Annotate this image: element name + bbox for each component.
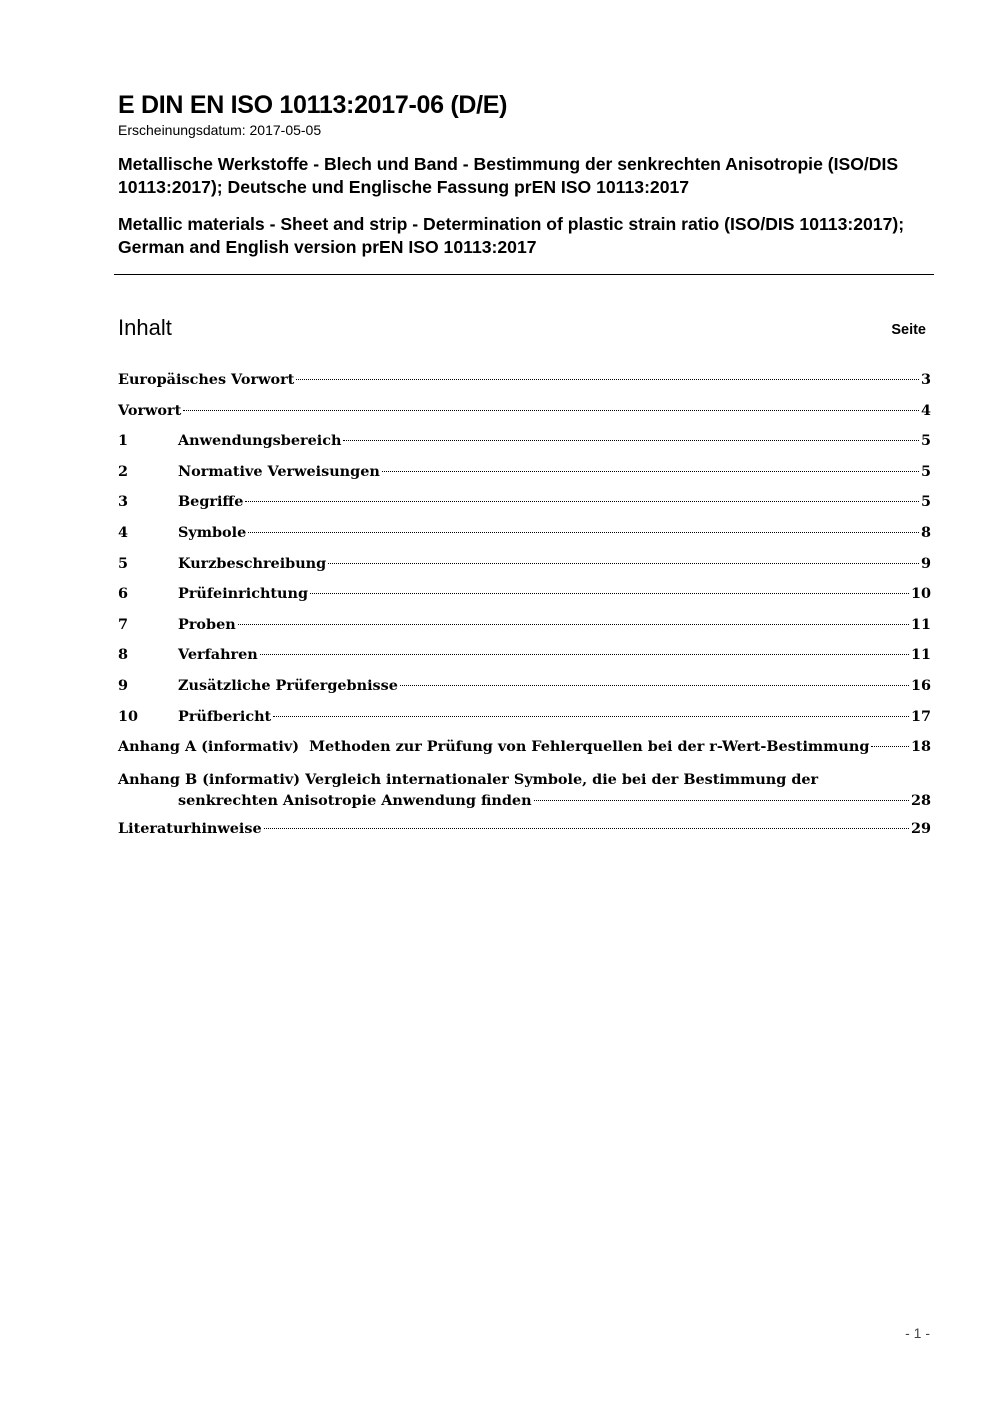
toc-entry[interactable] xyxy=(118,432,931,463)
publication-date: Erscheinungsdatum: 2017-05-05 xyxy=(118,122,322,138)
table-of-contents xyxy=(118,371,931,850)
toc-leader-dots xyxy=(534,800,909,801)
toc-entry[interactable] xyxy=(118,402,931,433)
toc-entry-page: 18 xyxy=(910,738,931,756)
toc-leader-dots xyxy=(183,410,919,411)
toc-entries xyxy=(118,371,931,769)
toc-leader-dots xyxy=(871,746,909,747)
toc-entry[interactable] xyxy=(118,708,931,739)
title-german: Metallische Werkstoffe - Blech und Band - Bestimmung der senkrechten Anisotropie (ISO/DIS 10113:2017); Deutsche und Englische Fassung prEN ISO 10113:2017 xyxy=(118,154,899,197)
toc-entry[interactable] xyxy=(118,646,931,677)
page-number: - 1 - xyxy=(905,1325,930,1341)
toc-leader-dots xyxy=(296,379,919,380)
toc-entry[interactable] xyxy=(118,463,931,494)
toc-entry-number: 3 xyxy=(118,493,129,511)
toc-entry-title-continued: senkrechten Anisotropie Anwendung finden xyxy=(178,791,532,809)
toc-entry-number: 6 xyxy=(118,585,129,603)
toc-entry[interactable] xyxy=(118,371,931,402)
toc-entry-page: 3 xyxy=(920,371,931,388)
toc-entry-number: 2 xyxy=(118,462,129,480)
toc-entry-page: 16 xyxy=(910,676,931,694)
toc-entry-page: 5 xyxy=(920,493,931,511)
toc-entry-title: Begriffe xyxy=(178,493,244,511)
toc-entry-title: Anwendungsbereich xyxy=(178,432,342,450)
toc-entry-title: Literaturhinweise xyxy=(118,819,262,837)
toc-entry-title: Anhang B (informativ) Vergleich internationaler Symbole, die bei der Bestimmung der xyxy=(118,770,819,788)
toc-entry-literature[interactable] xyxy=(118,820,931,851)
toc-entry-title: Symbole xyxy=(178,523,247,541)
toc-leader-dots xyxy=(343,440,919,441)
toc-entry-number: 10 xyxy=(118,707,139,725)
toc-entry-title: Kurzbeschreibung xyxy=(178,554,327,572)
toc-leader-dots xyxy=(238,624,909,625)
toc-leader-dots xyxy=(310,593,909,594)
toc-leader-dots xyxy=(264,828,909,829)
toc-leader-dots xyxy=(273,716,909,717)
toc-entry[interactable] xyxy=(118,738,931,769)
toc-entry-page: 10 xyxy=(910,585,931,603)
toc-entry[interactable] xyxy=(118,585,931,616)
toc-entry-title: Normative Verweisungen xyxy=(178,462,380,480)
toc-entry-title: Prüfeinrichtung xyxy=(178,585,309,603)
toc-entry-number: 8 xyxy=(118,646,129,664)
toc-leader-dots xyxy=(382,471,919,472)
toc-entry-page: 17 xyxy=(910,707,931,725)
toc-entry-number: 4 xyxy=(118,523,129,541)
toc-entry-title: Anhang A (informativ) Methoden zur Prüfung von Fehlerquellen bei der r-Wert-Bestimmung xyxy=(118,738,870,756)
toc-entry-page: 11 xyxy=(910,615,931,633)
toc-leader-dots xyxy=(245,501,919,502)
toc-page-column-label: Seite xyxy=(891,322,926,338)
toc-entry-page: 5 xyxy=(920,462,931,480)
toc-entry-page: 11 xyxy=(910,646,931,664)
toc-leader-dots xyxy=(400,685,909,686)
toc-leader-dots xyxy=(248,532,919,533)
title-english: Metallic materials - Sheet and strip - Determination of plastic strain ratio (ISO/DIS 10113:2017); German and English version prEN ISO 10113:2017 xyxy=(118,214,905,257)
toc-entry-title: Zusätzliche Prüfergebnisse xyxy=(178,676,398,694)
document-id: E DIN EN ISO 10113:2017-06 (D/E) xyxy=(118,91,508,119)
toc-entry[interactable] xyxy=(118,493,931,524)
toc-heading-row xyxy=(118,313,926,343)
header-divider xyxy=(114,274,934,275)
toc-entry-page: 4 xyxy=(920,401,931,419)
toc-entry-number: 1 xyxy=(118,432,129,450)
toc-entry[interactable] xyxy=(118,677,931,708)
toc-entry-title: Vorwort xyxy=(118,401,182,419)
toc-entry-page: 29 xyxy=(910,819,931,837)
toc-entry-number: 9 xyxy=(118,676,129,694)
toc-entry-title: Proben xyxy=(178,615,236,633)
document-header xyxy=(118,88,933,259)
toc-heading: Inhalt xyxy=(118,315,172,340)
toc-entry-page: 8 xyxy=(920,523,931,541)
toc-entry-title: Verfahren xyxy=(178,646,258,664)
toc-leader-dots xyxy=(328,563,919,564)
toc-entry[interactable] xyxy=(118,524,931,555)
toc-entry-page: 28 xyxy=(910,791,931,809)
toc-entry-page: 5 xyxy=(920,432,931,450)
toc-entry[interactable] xyxy=(118,616,931,647)
toc-entry[interactable] xyxy=(118,555,931,586)
toc-entry-number: 7 xyxy=(118,615,129,633)
toc-entry-title: Europäisches Vorwort xyxy=(118,371,295,388)
toc-entry-title: Prüfbericht xyxy=(178,707,272,725)
toc-entry-annex-b[interactable] xyxy=(118,769,931,820)
toc-entry-page: 9 xyxy=(920,554,931,572)
toc-entry-number: 5 xyxy=(118,554,129,572)
toc-leader-dots xyxy=(260,654,909,655)
